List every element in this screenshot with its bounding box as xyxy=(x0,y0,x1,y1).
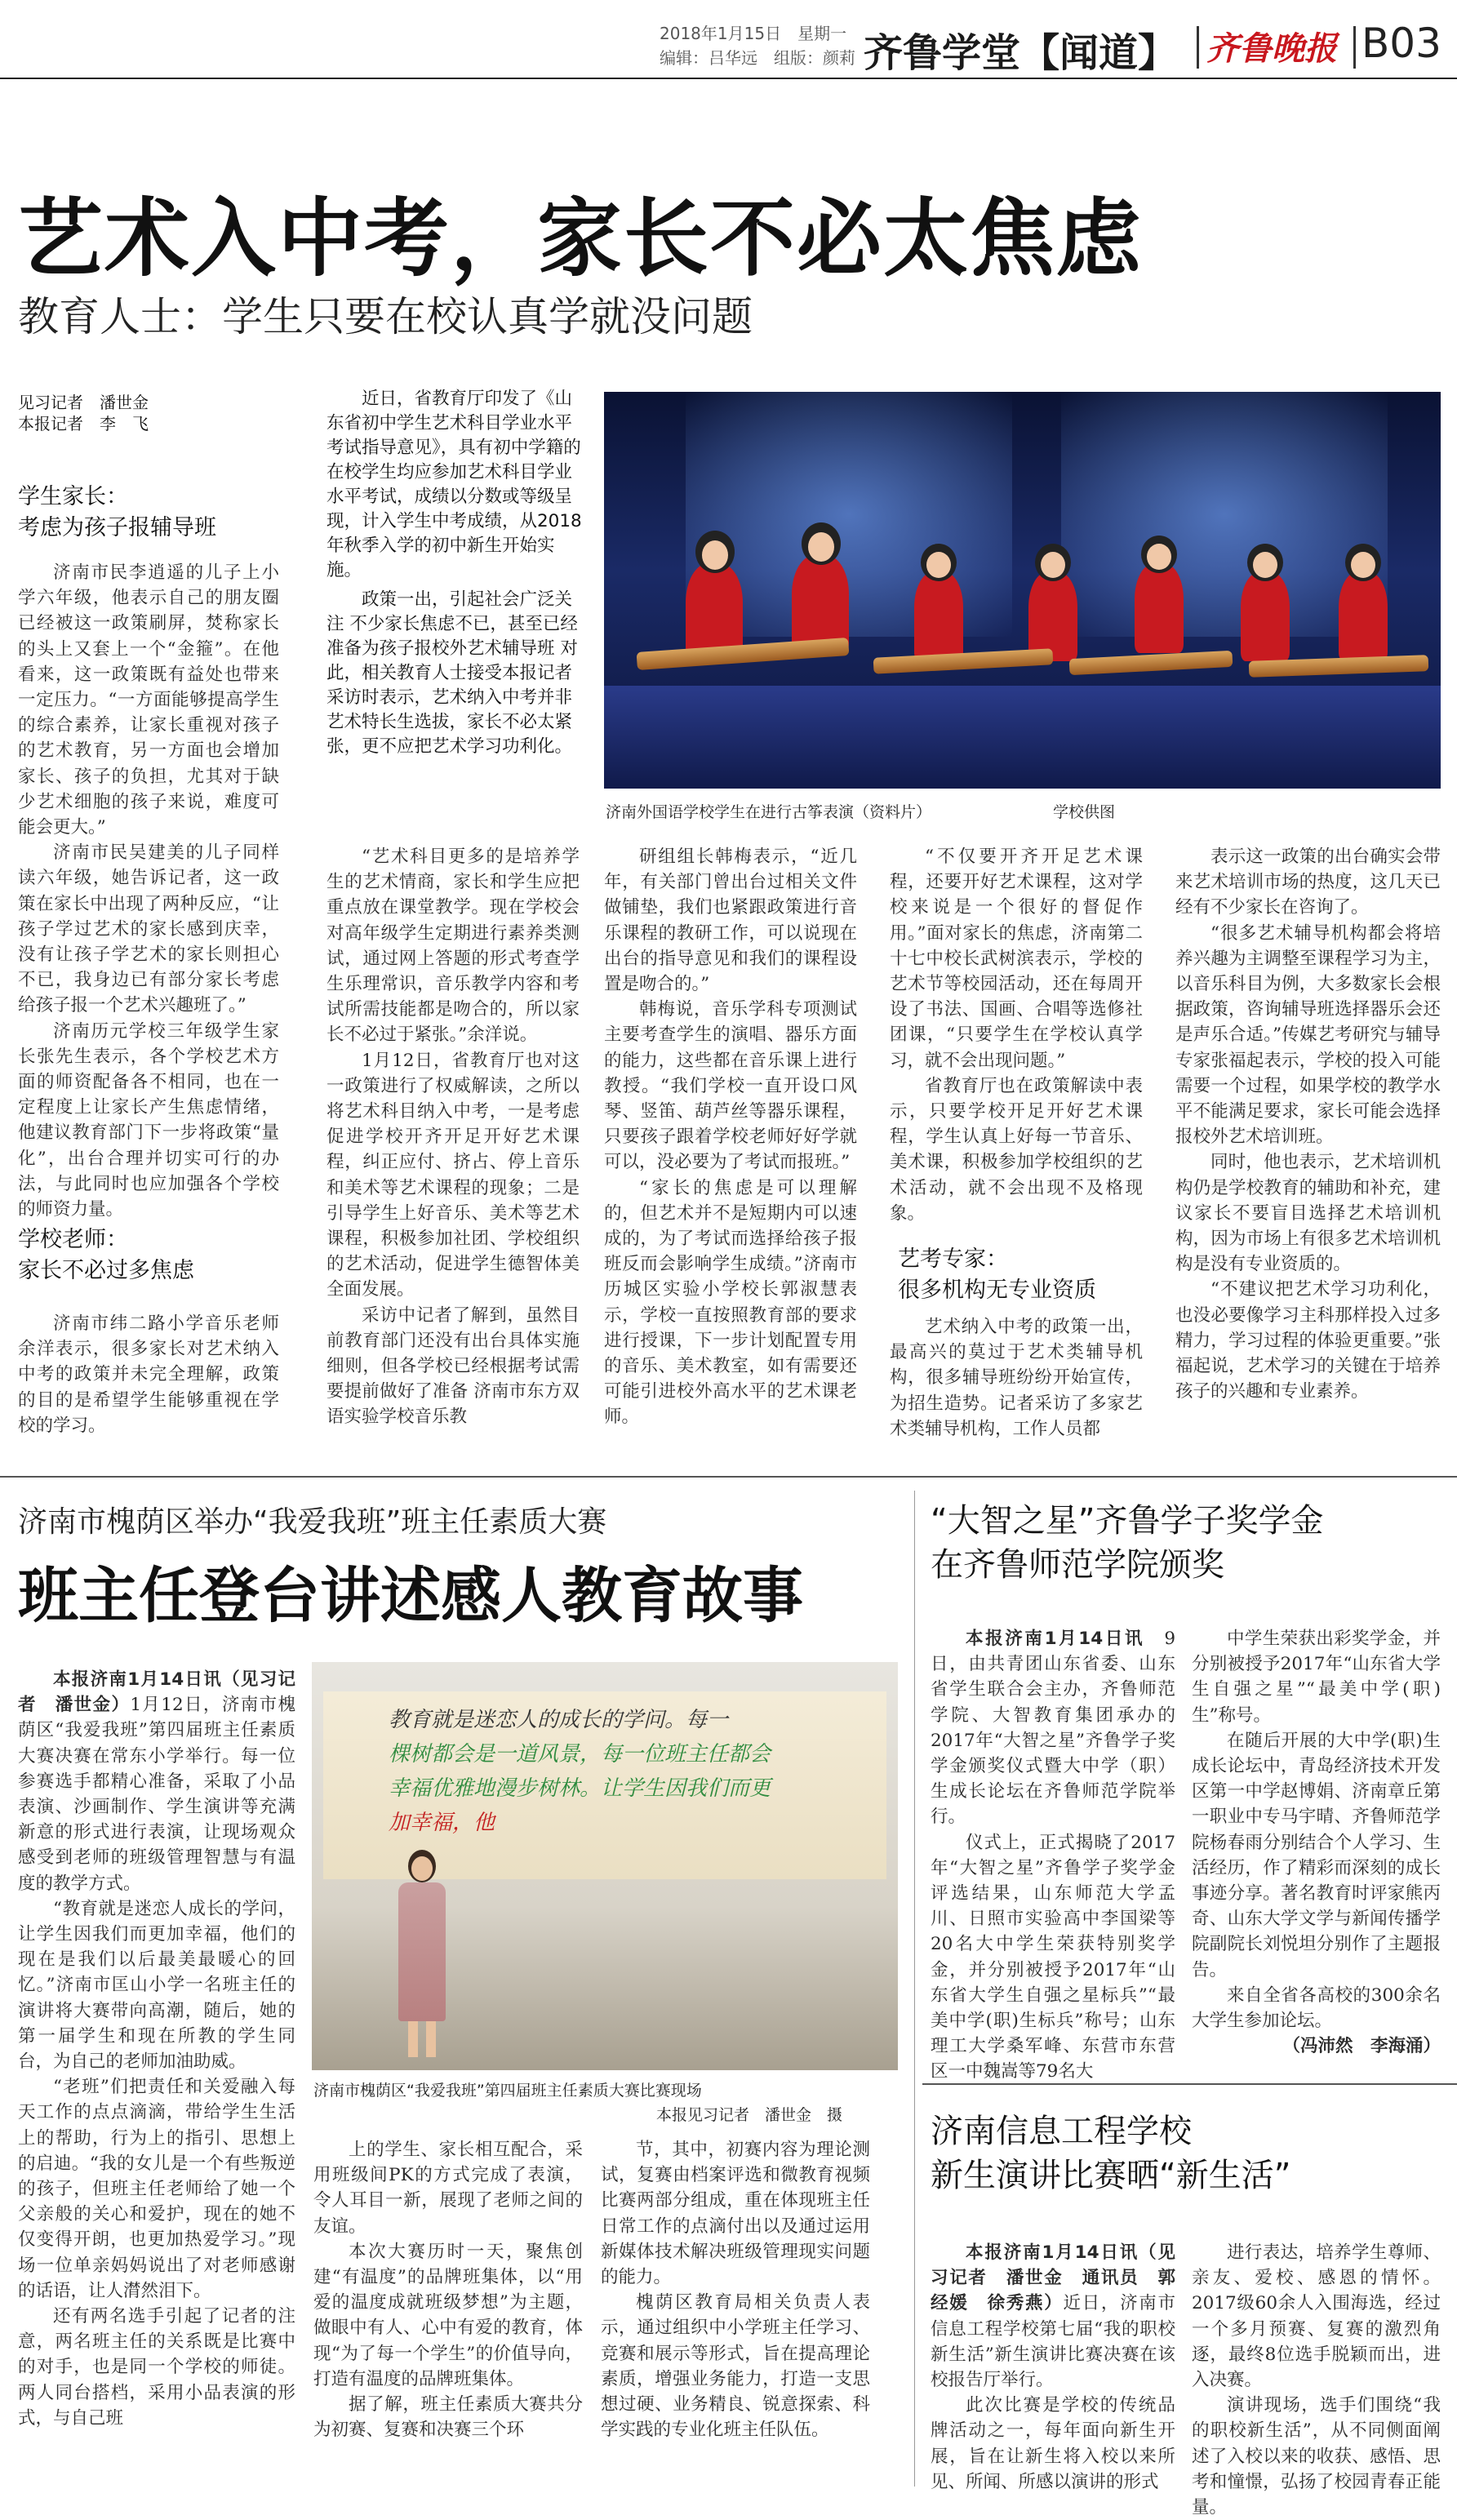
paragraph: 省教育厅也在政策解读中表示，只要学校开足开好艺术课程，学生认真上好每一节音乐、美术课，积极参加学校组织的艺术活动，就不会出现不及格现象。 xyxy=(890,1075,1143,1224)
main-col2-text xyxy=(326,844,580,1430)
paragraph: 采访中记者了解到，虽然目前教育部门还没有出台具体实施细则，但各学校已经根据考试需要提前做好了准备 济南市东方双语实验学校音乐教 xyxy=(326,1304,580,1428)
main-col5-text xyxy=(1175,844,1441,1404)
paragraph: 中学生荣获出彩奖学金，并分别被授予2017年“山东省大学生自强之星”“最美中学(职)生”称号。 xyxy=(1192,1629,1441,1726)
paragraph: “不仅要开齐开足艺术课程，还要开好艺术课程，这对学校来说是一个很好的督促作用。”面对家长的焦虑，济南第二十七中校长武树滨表示，学校的艺术节等校园活动，还在每周开设了书法、国画、合唱等选修社团课，“只要学生在学校认真学习，就不会出现问题。” xyxy=(890,847,1143,1071)
header-editors: 编辑：吕华远 组版：颜莉 xyxy=(660,48,855,68)
subhead-line: 考虑为孩子报辅导班 xyxy=(18,515,216,540)
paragraph: 济南市民吴建美的儿子同样读六年级，她告诉记者，这一政策在家长中出现了两种反应，“让孩子学过艺术的家长感到庆幸，没有让孩子学艺术的家长则担心不已，我身边已有部分家长考虑给孩子报一个艺术兴趣班了。” xyxy=(18,842,279,1016)
screen-text-line: 幸福优雅地漫步树林。让学生因我们而更 xyxy=(389,1776,771,1801)
article4-col2-text xyxy=(1192,2240,1441,2520)
main-byline xyxy=(18,392,198,434)
paragraph: 9日，由共青团山东省委、山东省学生联合会主办，齐鲁师范学院、大智教育集团承办的2017年“大智之星”齐鲁学子奖学金颁奖仪式暨大中学（职）生成长论坛在齐鲁师范学院举行。 xyxy=(931,1629,1175,1828)
paragraph: 韩梅说，音乐学科专项测试主要考查学生的演唱、器乐方面的能力，这些都在音乐课上进行教授。“我们学校一直开设口风琴、竖笛、葫芦丝等器乐课程，只要孩子跟着学校老师好好学就可以，没必要为了考试而报班。” xyxy=(604,999,857,1173)
main-col4-text2 xyxy=(890,1314,1143,1442)
screen-text-line: 加幸福，他 xyxy=(389,1811,495,1835)
article4-col1-text xyxy=(931,2240,1175,2495)
main-lead xyxy=(326,387,588,759)
paragraph: 节，其中，初赛内容为理论测试，复赛由档案评选和微教育视频比赛两部分组成，重在体现班主任日常工作的点滴付出以及通过运用新媒体技术解决班级管理现实问题的能力。 xyxy=(601,2140,870,2288)
header-weekday: 星期一 xyxy=(797,24,847,43)
guzheng-performance-photo xyxy=(604,392,1441,789)
paragraph: “老班”们把责任和关爱融入每天工作的点点滴滴，带给学生生活上的帮助，行为上的指引、思想上的启迪。“我的女儿是一个有些叛逆的孩子，但班主任老师给了她一个父亲般的关心和爱护，现在的她不仅变得开朗，也更加热爱学习。”现场一位单亲妈妈说出了对老师感谢的话语，让人潸然泪下。 xyxy=(18,2077,295,2301)
lead-paragraph: 近日，省教育厅印发了《山东省初中学生艺术科目学业水平考试指导意见》，具有初中学籍的在校学生均应参加艺术科目学业水平考试，成绩以分数或等级呈现，计入学生中考成绩，从2018年秋季入学的初中新生开始实施。 xyxy=(326,389,582,580)
article3-dateline: 本报济南1月14日讯 xyxy=(966,1629,1145,1649)
paragraph: 研组组长韩梅表示，“近几年，有关部门曾出台过相关文件做铺垫，我们也紧跟政策进行音乐课程的教研工作，可以说现在出台的指导意见和我们的课程设置是吻合的。” xyxy=(604,847,857,995)
paragraph: “艺术科目更多的是培养学生的艺术情商，家长和学生应把重点放在课堂教学。现在学校会对高年级学生定期进行素养类测试，通过网上答题的形式考查学生乐理常识，音乐教学内容和考试所需技能都是吻合的，所以家长不必过于紧张。”余洋说。 xyxy=(326,847,580,1046)
paragraph: 在随后开展的大中学(职)生成长论坛中，青岛经济技术开发区第一中学赵博娟、济南章丘第一职业中专马宇晴、齐鲁师范学院杨春雨分别结合个人学习、生活经历，作了精彩而深刻的成长事迹分享。著名教育时评家熊丙奇、山东大学文学与新闻传播学院副院长刘悦坦分别作了主题报告。 xyxy=(1192,1730,1441,1980)
subhead-line: 学生家长： xyxy=(18,484,128,509)
paragraph: 艺术纳入中考的政策一出，最高兴的莫过于艺术类辅导机构，很多辅导班纷纷开始宣传，为招生造势。记者采访了多家艺术类辅导机构，工作人员都 xyxy=(890,1317,1143,1439)
paragraph: 济南市民李逍遥的儿子上小学六年级，他表示自己的朋友圈已经被这一政策刷屏，焚称家长的头上又套上一个“金箍”。在他看来，这一政策既有益处也带来一定压力。“一方面能够提高学生的综合素养，让家长重视对孩子的艺术教育，另一方面也会增加家长、孩子的负担，尤其对于缺少艺术细胞的孩子来说，难度可能会更大。” xyxy=(18,562,279,838)
paragraph: 济南历元学校三年级学生家长张先生表示，各个学校艺术方面的师资配备各不相同，也在一定程度上让家长产生焦虑情绪，他建议教育部门下一步将政策“量化”，出台合理并切实可行的办法，与此同时也应加强各个学校的师资力量。 xyxy=(18,1020,279,1220)
paragraph: 本次大赛历时一天，聚焦创建“有温度”的品牌班集体，以“用爱的温度成就班级梦想”为主题，做眼中有人、心中有爱的教育，体现“为了每一个学生”的价值导向，打造有温度的品牌班集体。 xyxy=(313,2241,583,2389)
section-divider xyxy=(0,1476,1457,1478)
paragraph: 近日，济南市信息工程学校第七届“我的职校新生活”新生演讲比赛决赛在该校报告厅举行。 xyxy=(931,2293,1175,2391)
paragraph: 表示这一政策的出台确实会带来艺术培训市场的热度，这几天已经有不少家长在咨询了。 xyxy=(1175,847,1441,918)
photo1-credit: 学校供图 xyxy=(1053,803,1116,821)
photo2-credit: 本报见习记者 潘世金 摄 xyxy=(656,2106,843,2124)
article2-headline: 班主任登台讲述感人教育故事 xyxy=(18,1561,803,1631)
header-divider xyxy=(1197,26,1199,69)
article2-col2-text xyxy=(313,2137,583,2442)
main-col1-text2 xyxy=(18,1311,279,1438)
paragraph: “很多艺术辅导机构都会将培养兴趣为主调整至课程学习为主，以音乐科目为例，大多数家长会根据政策，咨询辅导班选择器乐会还是声乐合适。”传媒艺考研究与辅导专家张福起表示，学校的投入可能需要一个过程，如果学校的教学水平不能满足要求，家长可能会选择报校外艺术培训班。 xyxy=(1175,922,1441,1148)
header-rule xyxy=(0,78,1457,79)
headline-line: 新生演讲比赛晒“新生活” xyxy=(931,2157,1291,2194)
article2-dateline: 本报济南1月14日讯（见习记者 潘世金） xyxy=(18,1669,295,1716)
subhead-parents xyxy=(18,482,279,544)
screen-text-line: 棵树都会是一道风景，每一位班主任都会 xyxy=(389,1742,771,1767)
headline-line: 在齐鲁师范学院颁奖 xyxy=(931,1546,1224,1584)
page-number: B03 xyxy=(1361,20,1441,67)
headline-line: 济南信息工程学校 xyxy=(931,2113,1192,2150)
subhead-line: 学校老师： xyxy=(18,1227,128,1252)
newspaper-logo: 齐鲁晚报 xyxy=(1206,29,1337,68)
paragraph: 同时，他也表示，艺术培训机构仍是学校教育的辅助和补充，建议家长不要盲目选择艺术培训机构，因为市场上有很多艺术培训机构是没有专业资质的。 xyxy=(1175,1152,1441,1275)
paragraph: 1月12日，省教育厅也对这一政策进行了权威解读，之所以将艺术科目纳入中考，一是考虑促进学校开齐开足开好艺术课程，纠正应付、挤占、停上音乐和美术等艺术课程的现象；二是引导学生上好音乐、美术等艺术课程，积极参加社团、学校组织的艺术活动，促进学生德智体美全面发展。 xyxy=(326,1050,580,1300)
paragraph: “不建议把艺术学习功利化，也没必要像学习主科那样投入过多精力，学习过程的体验更重要。”张福起说，艺术学习的关键在于培养孩子的兴趣和专业素养。 xyxy=(1175,1279,1441,1402)
photo2-caption: 济南市槐荫区“我爱我班”第四届班主任素质大赛比赛现场 xyxy=(313,2082,702,2100)
subhead-line: 家长不必过多焦虑 xyxy=(18,1258,194,1283)
section-divider xyxy=(922,2083,1457,2085)
photo1-caption: 济南外国语学校学生在进行古筝表演（资料片） xyxy=(606,803,932,821)
paragraph: “家长的焦虑是可以理解的，但艺术并不是短期内可以速成的，为了考试而选择给孩子报班反而会影响学生成绩。”济南市历城区实验小学校长郭淑慧表示，学校一直按照教育部的要求进行授课，下一步计划配置专用的音乐、美术教室，如有需要还可能引进校外高水平的艺术课老师。 xyxy=(604,1177,857,1428)
main-col3-text xyxy=(604,844,857,1430)
speaker-figure xyxy=(384,1850,457,2062)
header-date-line xyxy=(660,21,872,46)
byline-trainee: 见习记者 潘世金 xyxy=(18,393,149,412)
paragraph: 还有两名选手引起了记者的注意，两名班主任的关系既是比赛中的对手，也是同一个学校的师徒。两人同台搭档，采用小品表演的形式，与自己班 xyxy=(18,2306,295,2429)
paragraph: 据了解，班主任素质大赛共分为初赛、复赛和决赛三个环 xyxy=(313,2394,583,2441)
article3-col1-text xyxy=(931,1626,1175,2085)
article3-credit: （冯沛然 李海涌） xyxy=(1282,2036,1441,2057)
subhead-experts xyxy=(898,1244,1151,1306)
main-headline: 艺术入中考，家长不必太焦虑 xyxy=(18,189,1144,288)
main-col1-text xyxy=(18,560,279,1222)
headline-line: “大智之星”齐鲁学子奖学金 xyxy=(931,1502,1324,1540)
header-date: 2018年1月15日 xyxy=(660,24,782,43)
article4-headline xyxy=(931,2109,1437,2198)
paragraph: 此次比赛是学校的传统品牌活动之一，每年面向新生开展，旨在让新生将入校以来所见、所闻、所感以演讲的形式 xyxy=(931,2395,1175,2492)
paragraph: 进行表达，培养学生尊师、亲友、爱校、感恩的情怀。2017级60余人入围海选，经过一个多月预赛、复赛的激烈角逐，最终8位选手脱颖而出，进入决赛。 xyxy=(1192,2242,1441,2391)
paragraph: “教育就是迷恋人成长的学问，让学生因我们而更加幸福，他们的现在是我们以后最美最暖心的回忆。”济南市匡山小学一名班主任的演讲将大赛带向高潮，随后，她的第一届学生和现在所教的学生同台，为自己的老师加油助威。 xyxy=(18,1898,295,2073)
article2-col1-text xyxy=(18,1667,295,2431)
article4-dateline: 本报济南1月14日讯（见习记者 潘世金 通讯员 郭经媛 徐秀燕） xyxy=(931,2242,1175,2314)
subhead-line: 艺考专家： xyxy=(898,1247,1008,1272)
screen-text-line: 教育就是迷恋人的成长的学问。每一 xyxy=(389,1708,729,1732)
paragraph: 槐荫区教育局相关负责人表示，通过组织中小学班主任学习、竞赛和展示等形式，旨在提高理论素质，增强业务能力，打造一支思想过硬、业务精良、锐意探索、科学实践的专业化班主任队伍。 xyxy=(601,2292,870,2441)
subhead-line: 很多机构无专业资质 xyxy=(898,1278,1096,1303)
main-subheadline: 教育人士：学生只要在校认真学就没问题 xyxy=(18,293,753,340)
paragraph: 来自全省各高校的300余名大学生参加论坛。 xyxy=(1192,1984,1441,2032)
article2-col3-text xyxy=(601,2137,870,2442)
header-divider xyxy=(1353,26,1356,69)
byline-reporter: 本报记者 李 飞 xyxy=(18,414,149,433)
subhead-teachers xyxy=(18,1224,279,1287)
article3-col2-text xyxy=(1192,1626,1441,2059)
article2-kicker: 济南市槐荫区举办“我爱我班”班主任素质大赛 xyxy=(18,1505,607,1539)
article3-headline xyxy=(931,1499,1437,1587)
paragraph: 演讲现场，选手们围绕“我的职校新生活”，从不同侧面阐述了入校以来的收获、感悟、思考和憧憬，弘扬了校园青春正能量。 xyxy=(1192,2395,1441,2518)
paragraph: 仪式上，正式揭晓了2017年“大智之星”齐鲁学子奖学金评选结果，山东师范大学孟川、日照市实验高中李国梁等20名大中学生荣获特别奖学金，并分别被授予2017年“山东省大学生自强之星标兵”“最美中学(职)生标兵”称号；山东理工大学桑军峰、东营市东营区一中魏嵩等79名大 xyxy=(931,1832,1175,2082)
lead-paragraph: 政策一出，引起社会广泛关注 不少家长焦虑不已，甚至已经准备为孩子报校外艺术辅导班 对此，相关教育人士接受本报记者采访时表示，艺术纳入中考并非艺术特长生选拔，家长不必太紧张，更不应把艺术学习功利化。 xyxy=(326,589,578,757)
column-title: 齐鲁学堂【闻道】 xyxy=(864,30,1178,76)
main-col4-text xyxy=(890,844,1143,1226)
column-rule xyxy=(914,1491,915,2487)
paragraph: 济南市纬二路小学音乐老师余洋表示，很多家长对艺术纳入中考的政策并未完全理解，政策的目的是希望学生能够重视在学校的学习。 xyxy=(18,1313,279,1436)
paragraph: 1月12日，济南市槐荫区“我爱我班”第四届班主任素质大赛决赛在常东小学举行。每一位参赛选手都精心准备，采取了小品表演、沙画制作、学生演讲等充满新意的形式进行表演，让现场观众感受到老师的班级管理智慧与有温度的教学方式。 xyxy=(18,1695,295,1894)
paragraph: 上的学生、家长相互配合，采用班级间PK的方式完成了表演，令人耳目一新，展现了老师之间的友谊。 xyxy=(313,2140,583,2237)
teacher-speech-photo xyxy=(312,1662,898,2070)
